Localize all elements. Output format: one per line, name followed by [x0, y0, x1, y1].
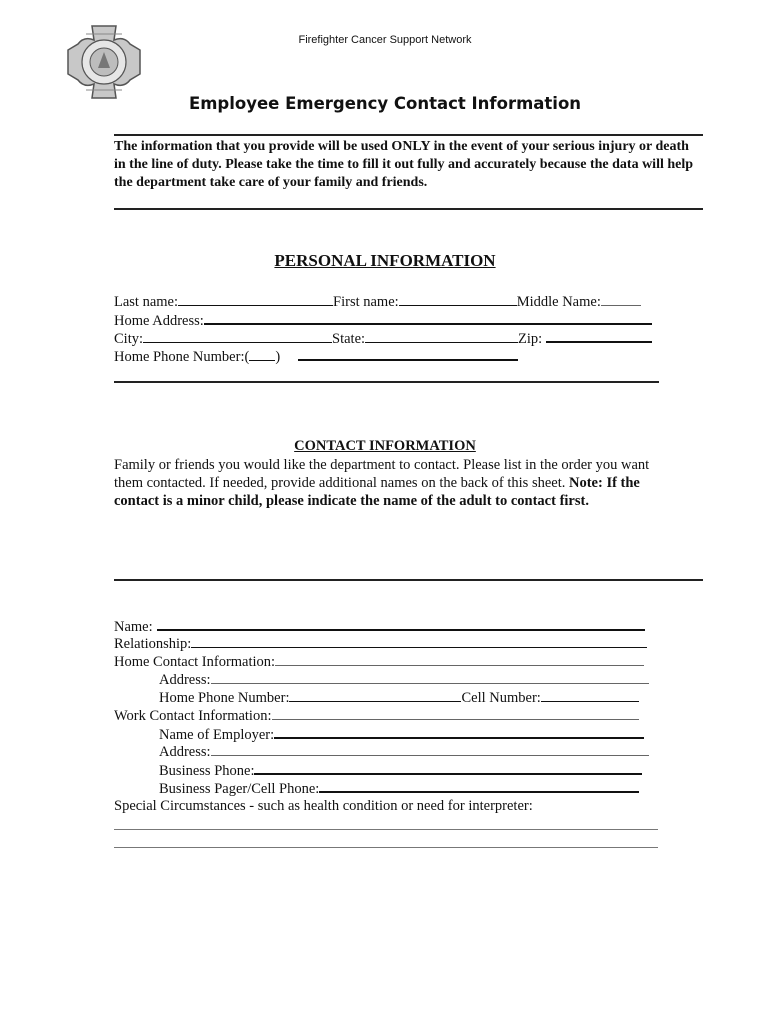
- first-name-field[interactable]: [399, 293, 517, 306]
- personal-section-divider: [114, 381, 659, 383]
- home-address-label: Home Address:: [114, 313, 204, 329]
- special-circumstances-row: [114, 797, 533, 815]
- zip-label: Zip:: [518, 331, 543, 347]
- home-address-field[interactable]: [204, 311, 652, 325]
- home-phone-close: ): [275, 349, 281, 365]
- employer-label: Name of Employer:: [159, 727, 275, 743]
- personal-section-title: PERSONAL INFORMATION: [274, 251, 496, 270]
- home-contact-row: [114, 653, 644, 671]
- work-address-field[interactable]: [211, 743, 649, 756]
- contact-address-row: [159, 671, 649, 689]
- pager-label: Business Pager/Cell Phone:: [159, 781, 320, 797]
- contact-home-phone-label: Home Phone Number:: [159, 690, 290, 706]
- first-name-label: First name:: [333, 294, 399, 310]
- contact-instructions-text: Family or friends you would like the department to contact. Please list in the order you want them contacted. If needed, provide additional names on the back of this sheet.: [114, 457, 650, 491]
- intro-bottom-rule: [114, 208, 703, 210]
- home-phone-label: Home Phone Number:(: [114, 349, 250, 365]
- contact-phone-row: [159, 689, 639, 707]
- employer-field[interactable]: [274, 725, 644, 739]
- work-address-label: Address:: [159, 744, 211, 760]
- state-field[interactable]: [365, 330, 518, 343]
- home-phone-field[interactable]: [298, 347, 518, 361]
- middle-name-label: Middle Name:: [516, 294, 601, 310]
- contact-name-field[interactable]: [157, 617, 645, 631]
- contact-address-field[interactable]: [211, 671, 649, 684]
- relationship-label: Relationship:: [114, 636, 192, 652]
- special-line-2[interactable]: [114, 847, 658, 848]
- special-line-1[interactable]: [114, 829, 658, 830]
- city-row: [114, 329, 652, 347]
- work-contact-field[interactable]: [272, 707, 639, 720]
- pager-row: [159, 779, 639, 797]
- cell-number-label: Cell Number:: [461, 690, 541, 706]
- zip-field[interactable]: [546, 329, 652, 343]
- work-contact-label: Work Contact Information:: [114, 708, 272, 724]
- employer-row: [159, 725, 644, 743]
- contact-instructions: [114, 456, 674, 510]
- special-circumstances-label: Special Circumstances - such as health condition or need for interpreter:: [114, 798, 533, 814]
- business-phone-field[interactable]: [254, 761, 642, 775]
- contact-address-label: Address:: [159, 672, 211, 688]
- contact-section-divider: [114, 579, 703, 581]
- home-contact-field[interactable]: [275, 653, 644, 666]
- relationship-row: [114, 635, 647, 653]
- org-name: Firefighter Cancer Support Network: [298, 34, 472, 46]
- city-label: City:: [114, 331, 144, 347]
- intro-text: The information that you provide will be used ONLY in the event of your serious injury or death in the line of duty. Please take the time to fill it out fully and accurately because the data will help the department take care of your family and friends.: [114, 139, 694, 190]
- last-name-field[interactable]: [178, 293, 333, 306]
- relationship-field[interactable]: [191, 635, 647, 648]
- cell-number-field[interactable]: [541, 689, 639, 702]
- business-phone-row: [159, 761, 642, 779]
- state-label: State:: [332, 331, 366, 347]
- work-contact-row: [114, 707, 639, 725]
- work-address-row: [159, 743, 649, 761]
- page-title: Employee Emergency Contact Information: [188, 94, 582, 113]
- name-row: [114, 293, 641, 311]
- contact-note: Note: If the contact is a minor child, please indicate the name of the adult to contact first.: [114, 475, 640, 509]
- intro-top-rule: [114, 134, 703, 136]
- pager-field[interactable]: [319, 779, 639, 793]
- home-contact-label: Home Contact Information:: [114, 654, 276, 670]
- city-field[interactable]: [143, 330, 332, 343]
- middle-name-field[interactable]: [601, 293, 641, 306]
- contact-home-phone-field[interactable]: [289, 689, 461, 702]
- home-phone-row: [114, 347, 518, 365]
- area-code-field[interactable]: [249, 348, 275, 361]
- last-name-label: Last name:: [114, 294, 179, 310]
- home-address-row: [114, 311, 652, 329]
- contact-name-label: Name:: [114, 619, 153, 635]
- business-phone-label: Business Phone:: [159, 763, 255, 779]
- contact-section-title: CONTACT INFORMATION: [294, 438, 476, 454]
- contact-name-row: [114, 617, 645, 635]
